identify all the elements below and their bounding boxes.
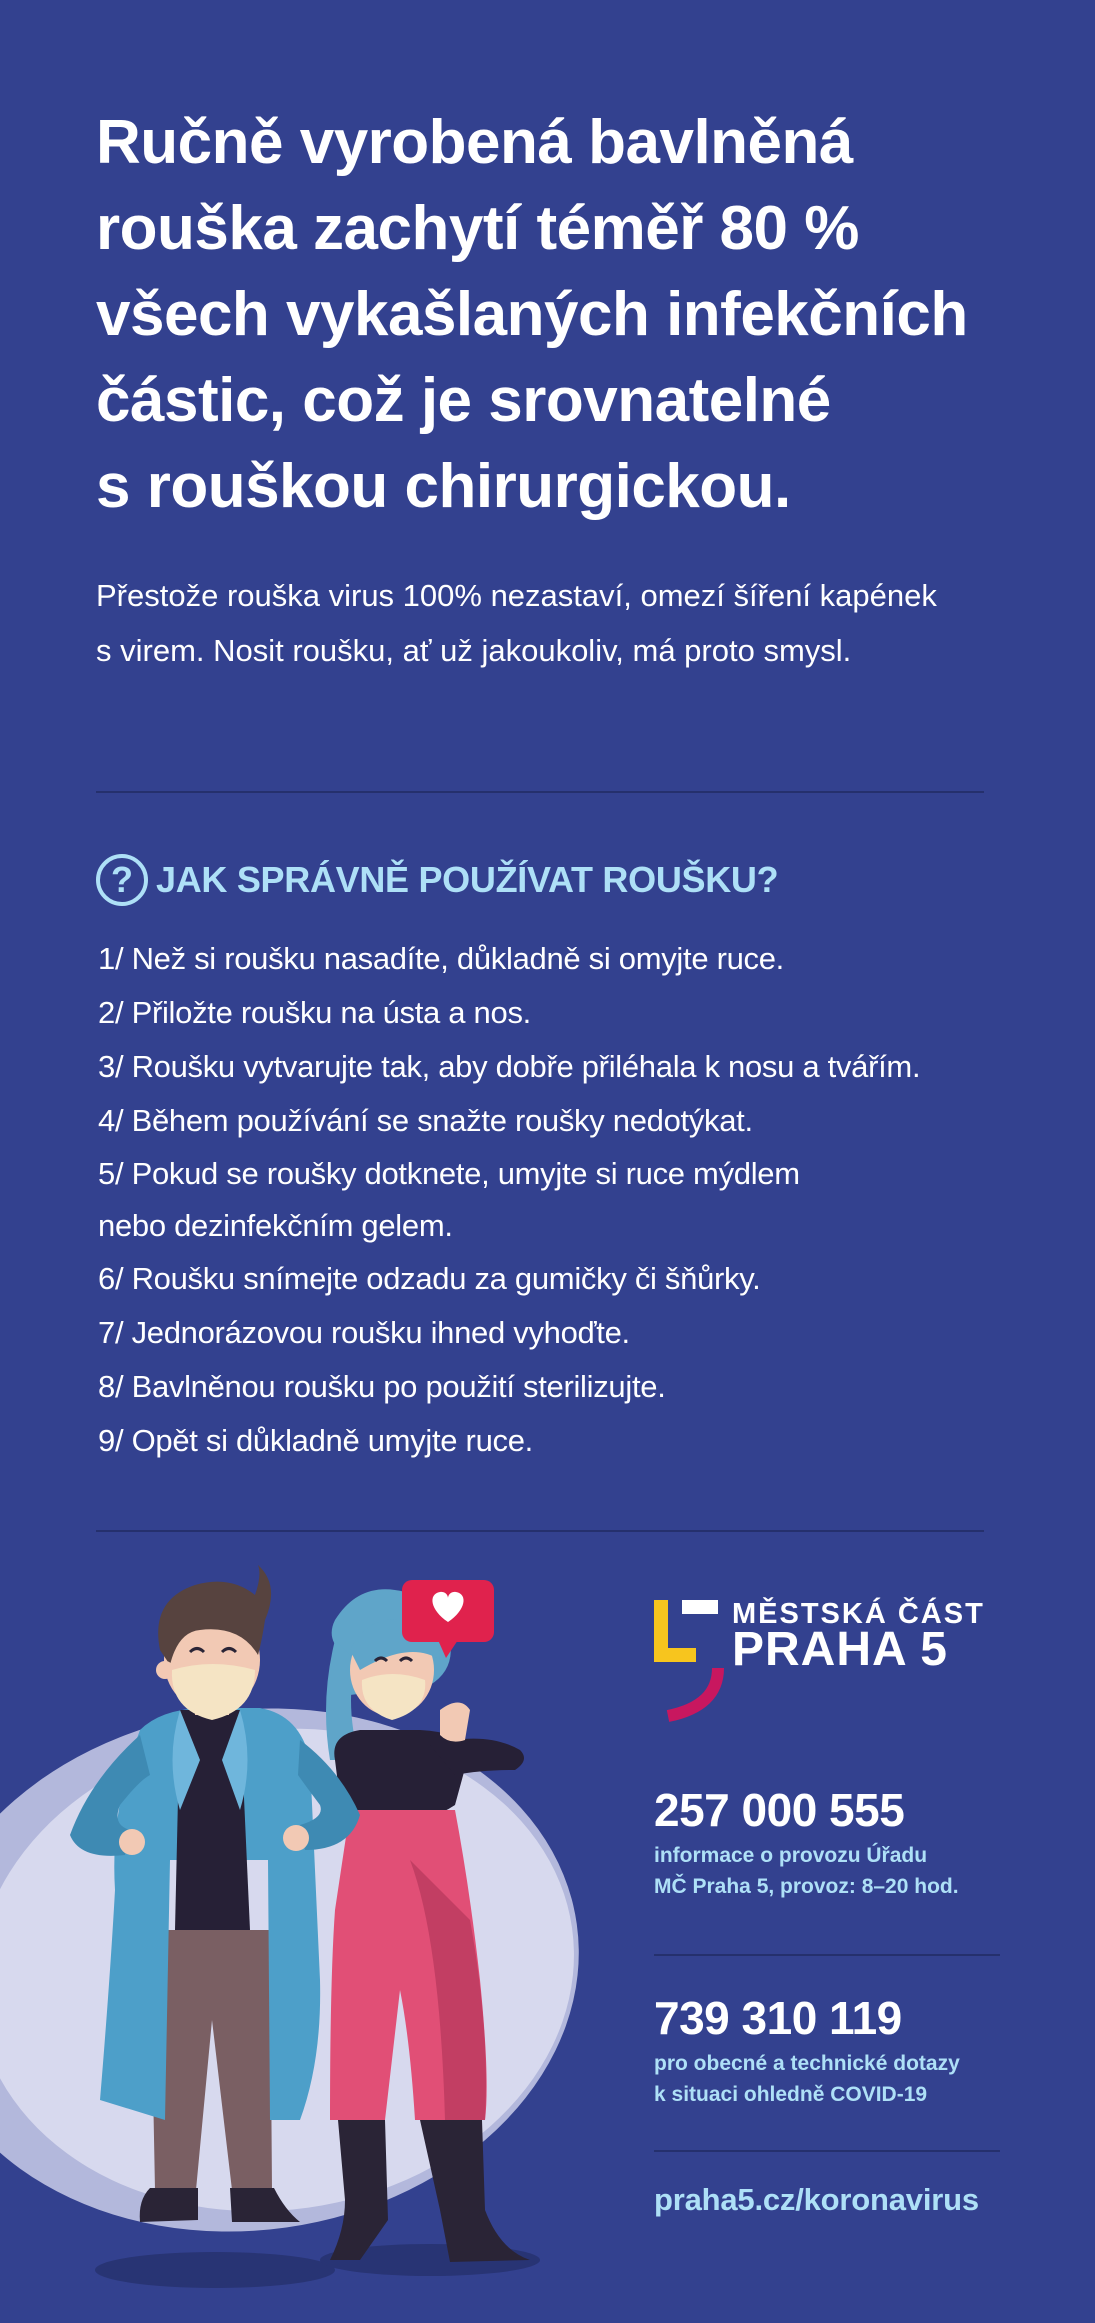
step-item: 3/ Roušku vytvarujte tak, aby dobře přiléhala k nosu a tvářím. xyxy=(98,1049,921,1084)
headline: Ručně vyrobená bavlněná rouška zachytí téměř 80 % všech vykašlaných infekčních částic, což je srovnatelné s rouškou chirurgickou. xyxy=(96,108,968,521)
phone-number[interactable]: 739 310 119 xyxy=(654,1992,902,2044)
praha5-logo-mark xyxy=(652,1598,726,1724)
step-item: 9/ Opět si důkladně umyjte ruce. xyxy=(98,1423,533,1458)
website-link[interactable]: praha5.cz/koronavirus xyxy=(654,2182,979,2217)
step-item: 5/ Pokud se roušky dotknete, umyjte si ruce mýdlem nebo dezinfekčním gelem. xyxy=(98,1156,800,1243)
phone-description: informace o provozu Úřadu MČ Praha 5, provoz: 8–20 hod. xyxy=(654,1844,959,1898)
contact-divider xyxy=(654,1954,1000,1956)
question-circle-icon: ? xyxy=(96,854,148,906)
contact-block-1 xyxy=(654,1782,1004,1902)
step-item: 1/ Než si roušku nasadíte, důkladně si omyjte ruce. xyxy=(98,941,784,976)
intro-text: Přestože rouška virus 100% nezastaví, omezí šíření kapének s virem. Nosit roušku, ať už jakoukoliv, má proto smysl. xyxy=(96,578,937,668)
contact-divider xyxy=(654,2150,1000,2152)
step-item: 2/ Přiložte roušku na ústa a nos. xyxy=(98,995,531,1030)
step-item: 6/ Roušku snímejte odzadu za gumičky či šňůrky. xyxy=(98,1261,761,1296)
divider-top xyxy=(96,791,984,793)
phone-number[interactable]: 257 000 555 xyxy=(654,1784,905,1836)
praha5-logo xyxy=(652,1598,985,1724)
section-heading: JAK SPRÁVNĚ POUŽÍVAT ROUŠKU? xyxy=(156,859,779,900)
divider-bottom xyxy=(96,1530,984,1532)
step-item: 8/ Bavlněnou roušku po použití sterilizujte. xyxy=(98,1369,666,1404)
step-item: 7/ Jednorázovou roušku ihned vyhoďte. xyxy=(98,1315,630,1350)
logo-line2: PRAHA 5 xyxy=(732,1623,948,1676)
phone-description: pro obecné a technické dotazy k situaci ohledně COVID-19 xyxy=(654,2052,960,2106)
people-wearing-masks-illustration xyxy=(0,1560,620,2300)
steps-list xyxy=(98,932,1058,1468)
step-item: 4/ Během používání se snažte roušky nedotýkat. xyxy=(98,1103,753,1138)
logo-line1: MĚSTSKÁ ČÁST xyxy=(732,1598,985,1630)
section-title xyxy=(96,850,778,910)
contact-block-2 xyxy=(654,1990,1004,2110)
